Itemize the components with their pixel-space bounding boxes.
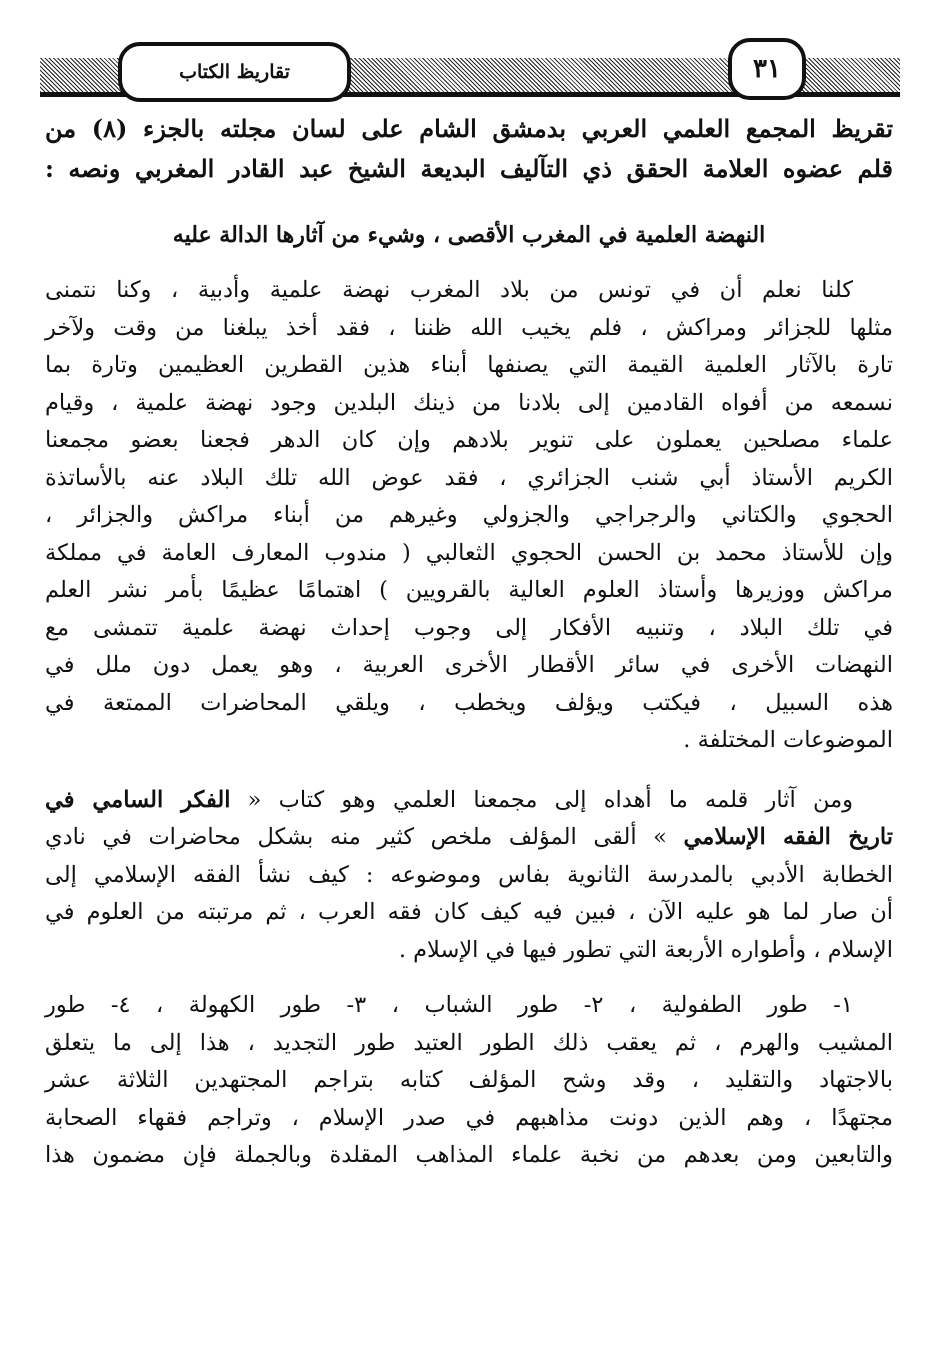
book-title: الفكر السامي في — [45, 787, 231, 813]
text-line: والتابعين ومن بعدهم من نخبة علماء المذاهب المقلدة وبالجملة فإن مضمون هذا — [45, 1142, 893, 1168]
text-line — [45, 783, 893, 817]
subtitle: النهضة العلمية في المغرب الأقصى ، وشيء من آثارها الدالة عليه — [172, 222, 766, 248]
text-segment: » ألقى المؤلف ملخص كثير منه بشكل محاضرات في نادي — [45, 824, 684, 850]
heading-line: تقريظ المجمع العلمي العربي بدمشق الشام على لسان مجلته بالجزء (٨) من — [45, 114, 894, 143]
text-segment: ومن آثار قلمه ما أهداه إلى مجمعنا العلمي وهو كتاب « — [230, 787, 853, 813]
running-title: تقاريظ الكتاب — [118, 42, 351, 102]
text-line: أن صار لما هو عليه الآن ، فبين فيه كيف كان فقه العرب ، ثم مرتبته من العلوم في — [45, 899, 893, 925]
page-number: ٣١ — [728, 38, 806, 100]
book-title: تاريخ الفقه الإسلامي — [683, 824, 893, 850]
text-line: هذه السبيل ، فيكتب ويؤلف ويخطب ، ويلقي المحاضرات الممتعة في — [45, 689, 893, 716]
text-line: كلنا نعلم أن في تونس من بلاد المغرب نهضة علمية وأدبية ، وكنا نتمنى — [45, 277, 853, 303]
text-line: في تلك البلاد ، وتنبيه الأفكار إلى وجوب إحداث نهضة علمية تتمشى مع — [45, 614, 893, 641]
text-line — [45, 820, 893, 854]
text-line: علماء مصلحين يعملون على تنوير بلادهم وإن كان الدهر فجعنا بعضو مجمعنا — [45, 427, 893, 453]
text-line: الحجوي والكتاني والرجراجي والجزولي وغيرهم من أبناء مراكش والجزائر ، — [45, 502, 893, 528]
heading-line: قلم عضوه العلامة الحقق ذي التآليف البديعة الشيخ عبد القادر المغربي ونصه : — [45, 154, 893, 183]
text-line: نسمعه من أفواه القادمين إلى بلادنا من ذينك البلدين وجود نهضة علمية ، وقيام — [45, 389, 893, 416]
text-line: وإن للأستاذ محمد بن الحسن الحجوي الثعالبي ( مندوب المعارف العامة في مملكة — [45, 539, 893, 566]
text-line: المشيب والهرم ، ثم يعقب ذلك الطور العتيد طور التجديد ، هذا إلى ما يتعلق — [45, 1029, 893, 1056]
text-line: النهضات الأخرى في سائر الأقطار الأخرى العربية ، وهو يعمل دون ملل في — [45, 652, 893, 678]
text-line: مراكش ووزيرها وأستاذ العلوم العالية بالقرويين ) اهتمامًا عظيمًا بأمر نشر العلم — [45, 577, 893, 603]
text-line: الخطابة الأدبي بالمدرسة الثانوية بفاس وموضوعه : كيف نشأ الفقه الإسلامي إلى — [45, 862, 893, 888]
text-line: الإسلام ، وأطواره الأربعة التي تطور فيها في الإسلام . — [398, 937, 893, 963]
text-line: الموضوعات المختلفة . — [683, 727, 893, 753]
text-line: بالاجتهاد والتقليد ، وقد وشح المؤلف كتابه بتراجم المجتهدين الثلاثة عشر — [45, 1067, 893, 1093]
text-line: مجتهدًا ، وهم الذين دونت مذاهبهم في صدر الإسلام ، وتراجم فقهاء الصحابة — [45, 1104, 893, 1131]
text-line: مثلها للجزائر ومراكش ، فلم يخيب الله ظننا ، فقد أخذ يبلغنا من وقت ولآخر — [45, 314, 893, 341]
text-line: ١- طور الطفولية ، ٢- طور الشباب ، ٣- طور الكهولة ، ٤- طور — [45, 992, 853, 1018]
text-line: تارة بالآثار العلمية القيمة التي يصنفها أبناء هذين القطرين العظيمين وتارة بما — [45, 352, 893, 378]
text-line: الكريم الأستاذ أبي شنب الجزائري ، فقد عوض الله تلك البلاد عنه بالأساتذة — [45, 464, 893, 491]
